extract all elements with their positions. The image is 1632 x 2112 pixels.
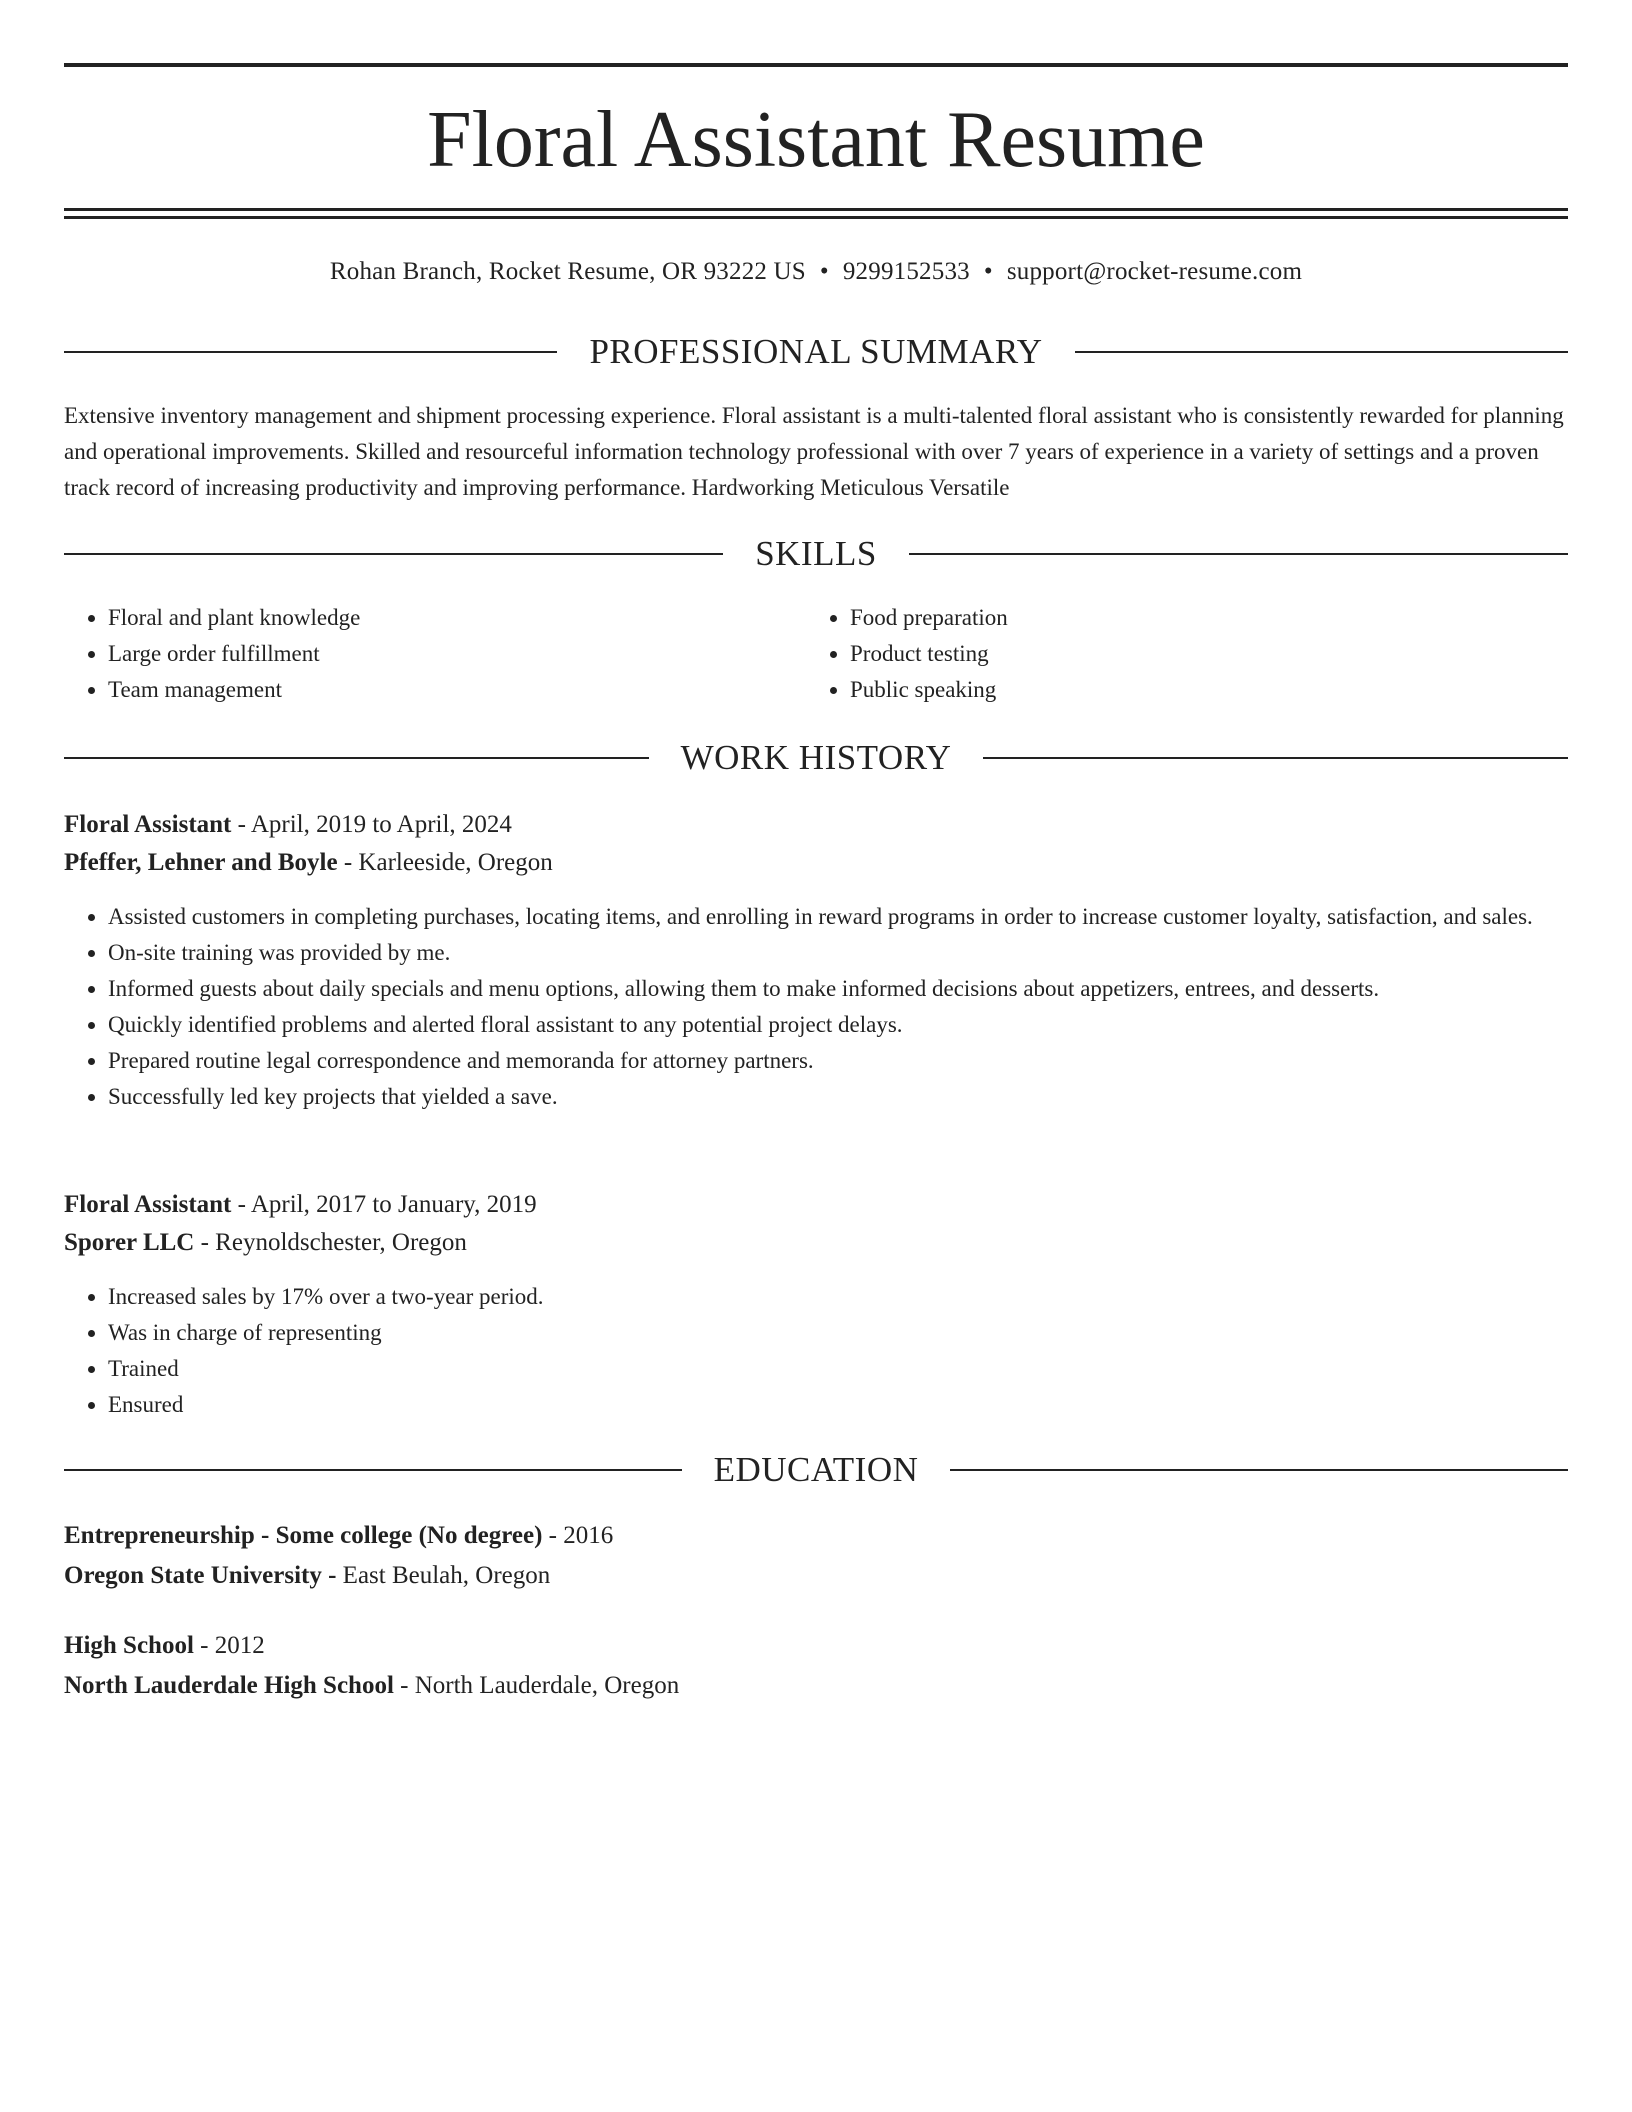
heading-rule xyxy=(64,1469,682,1471)
heading-rule xyxy=(64,351,557,353)
heading-rule xyxy=(983,757,1568,759)
summary-heading xyxy=(64,332,1568,372)
skills-list-left xyxy=(64,600,808,708)
job-bullet: • Informed guests about daily specials and menu options, allowing them to make informed decisions about appetizers, entrees, and desserts. xyxy=(108,971,1568,1007)
job-bullets xyxy=(64,899,1568,1115)
contact-email: support@rocket-resume.com xyxy=(1006,258,1303,285)
heading-rule xyxy=(909,553,1568,555)
education-location: East Beulah, Oregon xyxy=(342,1562,551,1589)
heading-rule xyxy=(64,757,649,759)
contact-phone: 9299152533 xyxy=(842,258,970,285)
job-bullet: • Trained xyxy=(108,1351,1568,1387)
education-year: - 2016 xyxy=(542,1522,614,1549)
job-dates: - April, 2017 to January, 2019 xyxy=(231,1191,537,1218)
education-heading-label: EDUCATION xyxy=(713,1450,919,1489)
job-dates: - April, 2019 to April, 2024 xyxy=(231,811,512,838)
job-title: Floral Assistant xyxy=(64,1191,232,1218)
job-company-line xyxy=(64,844,1568,882)
job-title-line xyxy=(64,1186,1568,1224)
heading-rule xyxy=(950,1469,1568,1471)
job-bullet: • Ensured xyxy=(108,1387,1568,1423)
heading-rule xyxy=(64,553,723,555)
title-rule-upper xyxy=(64,208,1568,211)
job-bullet: • Was in charge of representing xyxy=(108,1315,1568,1351)
skills-heading-label: SKILLS xyxy=(755,534,877,573)
job-company-line xyxy=(64,1224,1568,1262)
job-bullet: • Successfully led key projects that yielded a save. xyxy=(108,1079,1568,1115)
education-school: Oregon State University xyxy=(64,1562,322,1589)
skills-list-right xyxy=(806,600,1550,708)
job-bullet: • Prepared routine legal correspondence and memoranda for attorney partners. xyxy=(108,1043,1568,1079)
job-bullets xyxy=(64,1279,1568,1423)
job-bullet: • On-site training was provided by me. xyxy=(108,935,1568,971)
education-degree-line xyxy=(64,1627,1568,1665)
education-school-suffix: - xyxy=(393,1672,415,1699)
skill-item: • Public speaking xyxy=(850,672,1550,708)
education-degree: High School xyxy=(64,1632,194,1659)
education-school-line xyxy=(64,1557,1568,1595)
contact-address: Rohan Branch, Rocket Resume, OR 93222 US xyxy=(329,258,806,285)
skill-item: • Floral and plant knowledge xyxy=(108,600,808,636)
skill-item: • Food preparation xyxy=(850,600,1550,636)
job-bullet: • Assisted customers in completing purchases, locating items, and enrolling in reward programs in order to increase customer loyalty, satisfaction, and sales. xyxy=(108,899,1568,935)
skill-item: • Large order fulfillment xyxy=(108,636,808,672)
education-school-suffix: - xyxy=(321,1562,343,1589)
top-rule xyxy=(64,63,1568,67)
contact-separator: • xyxy=(819,258,829,285)
education-location: North Lauderdale, Oregon xyxy=(414,1672,680,1699)
heading-rule xyxy=(1075,351,1568,353)
contact-separator: • xyxy=(983,258,993,285)
skill-item: • Team management xyxy=(108,672,808,708)
job-title: Floral Assistant xyxy=(64,811,232,838)
education-school: North Lauderdale High School xyxy=(64,1672,394,1699)
job-location: - Reynoldschester, Oregon xyxy=(194,1229,467,1256)
job-location: - Karleeside, Oregon xyxy=(337,849,553,876)
education-degree: Entrepreneurship - Some college (No degree) xyxy=(64,1522,543,1549)
job-company: Sporer LLC xyxy=(64,1229,195,1256)
title-rule-lower xyxy=(64,216,1568,219)
page-title: Floral Assistant Resume xyxy=(427,96,1205,184)
work-heading xyxy=(64,738,1568,778)
education-degree-line xyxy=(64,1517,1568,1555)
contact-line xyxy=(64,254,1568,290)
education-school-line xyxy=(64,1667,1568,1705)
job-company: Pfeffer, Lehner and Boyle xyxy=(64,849,338,876)
education-year: - 2012 xyxy=(193,1632,265,1659)
work-heading-label: WORK HISTORY xyxy=(680,738,952,777)
education-heading xyxy=(64,1450,1568,1490)
job-title-line xyxy=(64,806,1568,844)
job-bullet: • Increased sales by 17% over a two-year period. xyxy=(108,1279,1568,1315)
summary-heading-label: PROFESSIONAL SUMMARY xyxy=(589,332,1043,371)
summary-text: Extensive inventory management and shipment processing experience. Floral assistant is a multi-talented floral assistant who is consistently rewarded for planning and operational improvements. Skilled and resourceful information technology professional with over 7 years of experience in a variety of settings and a proven track record of increasing productivity and improving performance. Hardworking Meticulous Versatile xyxy=(64,403,1564,500)
skill-item: • Product testing xyxy=(850,636,1550,672)
job-bullet: • Quickly identified problems and alerted floral assistant to any potential project delays. xyxy=(108,1007,1568,1043)
skills-heading xyxy=(64,534,1568,574)
